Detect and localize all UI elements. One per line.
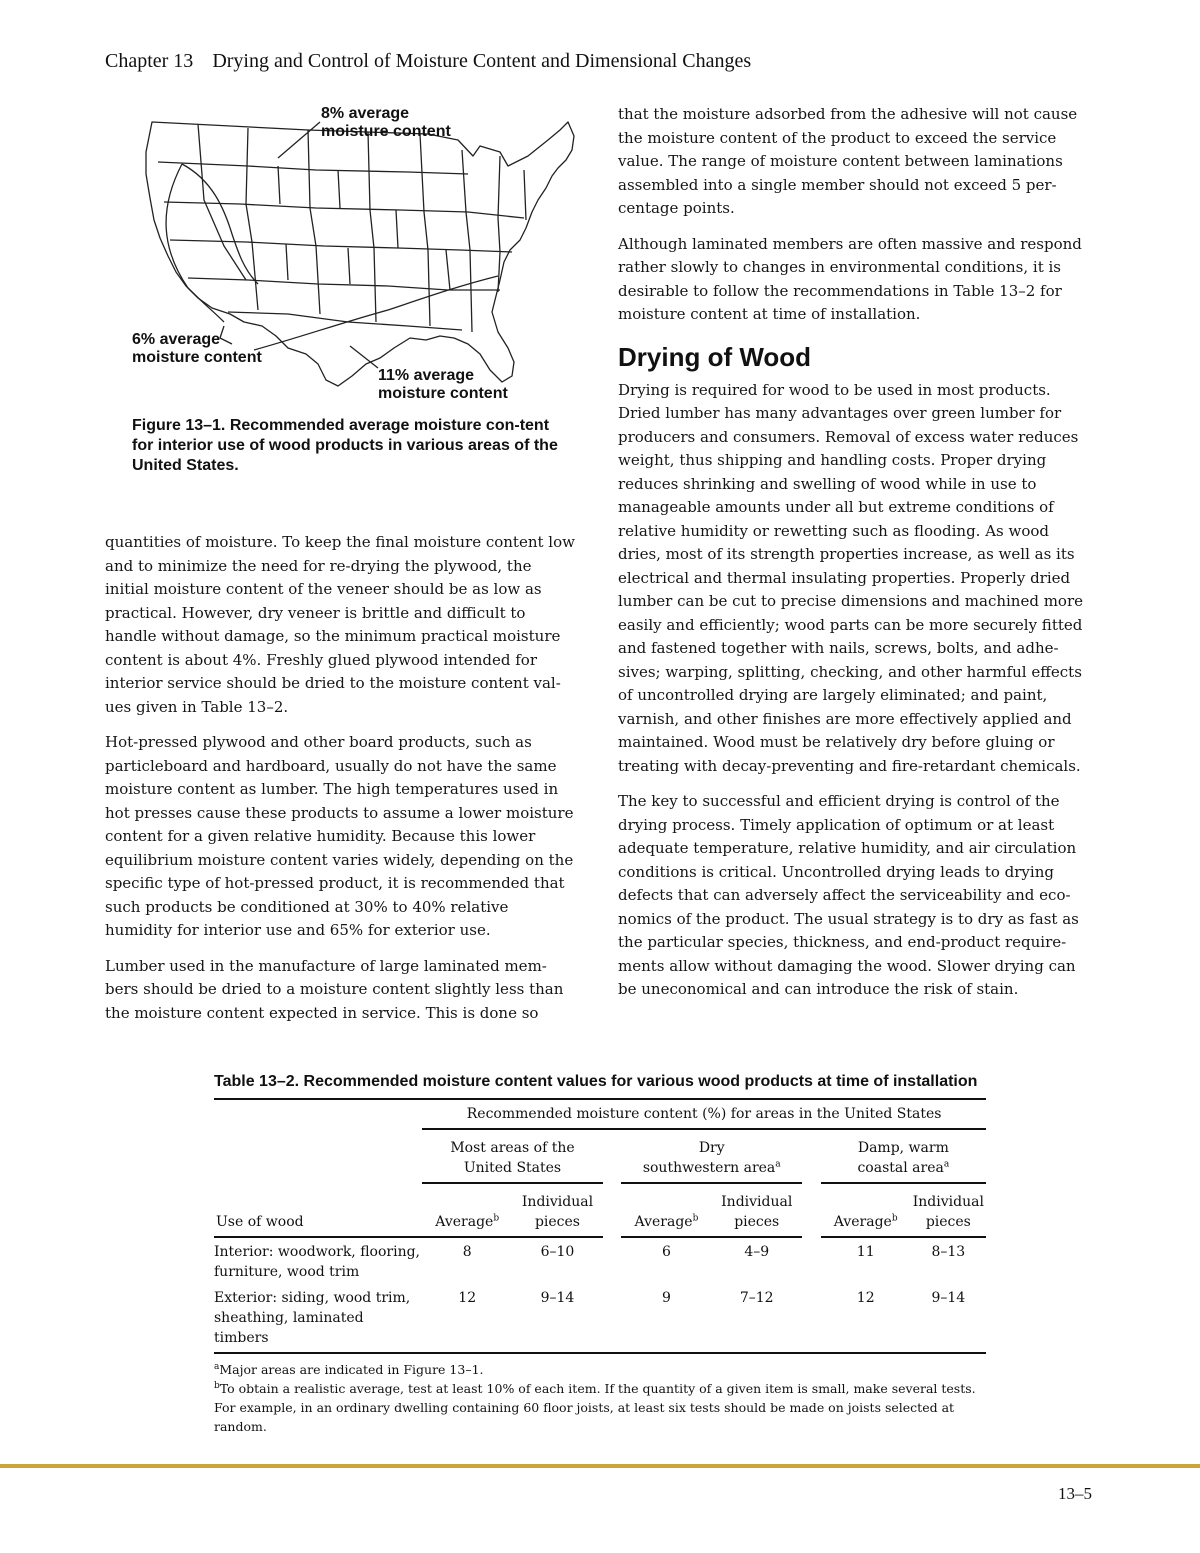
paragraph: Drying is required for wood to be used in most products. Dried lumber has many advantages over green lumber for producers and consumers. Removal of excess water reduces weight, thus shipping and handling costs. Proper drying reduces shrinking and swelling of wood while in use to manageable amounts under all but extreme conditions of relative humidity or rewetting such as flooding. As wood dries, most of its strength properties increase, as well as its electrical and thermal insulating properties. Properly dried lumber can be cut to precise dimensions and machined more easily and efficiently; wood parts can be more securely fitted and fastened together with nails, screws, bolts, and adhe-sives; warping, splitting, checking, and other harmful effects of uncontrolled drying are largely eliminated; and paint, varnish, and other finishes are more effectively applied and maintained. Wood must be relatively dry before gluing or treating with decay-preventing and fire-retardant chemicals.: [618, 380, 1084, 775]
table-row: [214, 1284, 986, 1353]
us-moisture-map: [128, 100, 588, 405]
label-11pct-line1: 11% average: [378, 367, 475, 384]
value-cell: 4–9: [744, 1244, 770, 1260]
average-header: Average$^b$: [821, 1183, 911, 1237]
individual-pieces-header: Individual pieces: [911, 1183, 986, 1237]
table-row: [214, 1237, 986, 1284]
value-cell: 6–10: [540, 1244, 575, 1260]
footnote-b: $^b$To obtain a realistic average, test at least 10% of each item. If the quantity of a given item is small, make several tests. For example, in an ordinary dwelling containing 60 floor joists, at least six tests should be made on joists selected at random.: [214, 1380, 976, 1434]
table-footnotes: [214, 1360, 986, 1436]
individual-pieces-header: Individual pieces: [711, 1183, 802, 1237]
us-map-illustration: [128, 100, 588, 405]
use-cell: Interior: woodwork, flooring, furniture, wood trim: [214, 1244, 421, 1280]
paragraph: Hot-pressed plywood and other board products, such as particleboard and hardboard, usually do not have the same moisture content as lumber. The high temperatures used in hot presses cause these products to assume a lower moisture content for a given relative humidity. Because this lower equilibrium moisture content varies widely, depending on the specific type of hot-pressed product, it is recommended that such products be conditioned at 30% to 40% relative humidity for interior use and 65% for exterior use.: [105, 733, 574, 939]
group-most-areas: Most areas of the United States: [422, 1129, 603, 1183]
chapter-number: Chapter 13: [105, 50, 194, 72]
label-6pct-line1: 6% average: [132, 331, 221, 348]
spanning-header: Recommended moisture content (%) for areas in the United States: [422, 1100, 986, 1129]
label-6pct-line2: moisture content: [132, 349, 262, 366]
average-header: Average$^b$: [621, 1183, 711, 1237]
average-header: Average$^b$: [422, 1183, 512, 1237]
label-8pct-line1: 8% average: [321, 105, 410, 122]
use-cell: Exterior: siding, wood trim, sheathing, laminated timbers: [214, 1284, 422, 1353]
damp-zone-boundary: [254, 276, 498, 350]
value-cell: 9–14: [512, 1284, 603, 1353]
page-number: 13–5: [1058, 1484, 1092, 1503]
value-cell: 9: [621, 1284, 711, 1353]
value-cell: 9–14: [911, 1284, 986, 1353]
value-cell: 8–13: [931, 1244, 966, 1260]
right-column: [618, 103, 1096, 1014]
moisture-content-table: [214, 1098, 986, 1354]
value-cell: 6: [661, 1244, 671, 1260]
group-dry-southwest: Dry southwestern area$^a$: [621, 1129, 802, 1183]
chapter-title: Drying and Control of Moisture Content and Dimensional Changes: [212, 50, 752, 72]
value-cell: 8: [462, 1244, 472, 1260]
moisture-table-block: [214, 1072, 986, 1436]
value-cell: 12: [821, 1284, 911, 1353]
paragraph: The key to successful and efficient drying is control of the drying process. Timely application of optimum or at least adequate temperature, relative humidity, and air circulation conditions is critical. Uncontrolled drying leads to drying defects that can adversely affect the serviceability and eco-nomics of the product. The usual strategy is to dry as fast as the particular species, thickness, and end-product require-ments allow without damaging the wood. Slower drying can be uneconomical and can introduce the risk of stain.: [618, 792, 1079, 998]
left-column: [105, 531, 577, 1037]
footer-rule: [0, 1464, 1200, 1468]
figure-caption: Figure 13–1. Recommended average moisture con-tent for interior use of wood products in various areas of the United States.: [132, 417, 558, 474]
table-title: Table 13–2. Recommended moisture content values for various wood products at time of installation: [214, 1073, 978, 1090]
chapter-header: [105, 50, 751, 73]
value-cell: 12: [422, 1284, 512, 1353]
section-heading: Drying of Wood: [618, 341, 812, 372]
individual-pieces-header: Individual pieces: [512, 1183, 603, 1237]
group-damp-coastal: Damp, warm coastal area$^a$: [821, 1129, 986, 1183]
value-cell: 7–12: [711, 1284, 802, 1353]
value-cell: 11: [856, 1244, 875, 1260]
paragraph: that the moisture adsorbed from the adhesive will not cause the moisture content of the product to exceed the service value. The range of moisture content between laminations assembled into a single member should not exceed 5 per-centage points.: [618, 105, 1078, 217]
paragraph: quantities of moisture. To keep the final moisture content low and to minimize the need for re-drying the plywood, the initial moisture content of the veneer should be as low as practical. However, dry veneer is brittle and difficult to handle without damage, so the minimum practical moisture content is about 4%. Freshly glued plywood intended for interior service should be dried to the moisture content val-ues given in Table 13–2.: [105, 533, 575, 716]
footnote-a: $^a$Major areas are indicated in Figure 13–1.: [214, 1361, 484, 1377]
dry-zone-boundary: [166, 164, 224, 322]
use-of-wood-header: Use of wood: [214, 1183, 422, 1237]
paragraph: Lumber used in the manufacture of large laminated mem-bers should be dried to a moisture content slightly less than the moisture content expected in service. This is done so: [105, 956, 564, 1022]
label-11pct-line2: moisture content: [378, 385, 508, 402]
paragraph: Although laminated members are often massive and respond rather slowly to changes in environmental conditions, it is desirable to follow the recommendations in Table 13–2 for moisture content at time of installation.: [618, 234, 1082, 323]
label-8pct-line2: moisture content: [321, 123, 451, 140]
